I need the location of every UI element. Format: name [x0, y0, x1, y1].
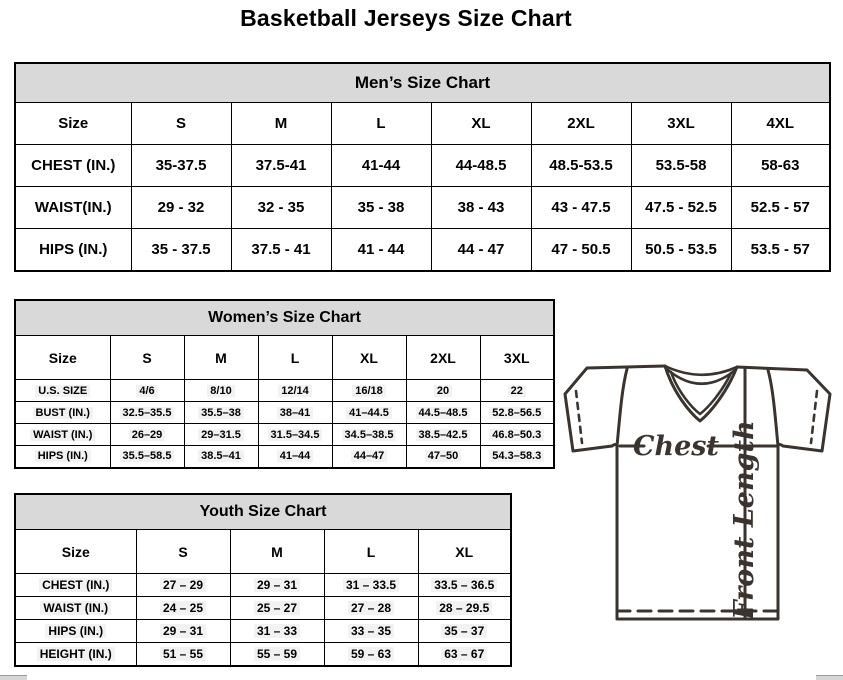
cell: 47 - 50.5 — [531, 229, 631, 271]
cell: 38–41 — [258, 402, 332, 424]
womens-us-size-row — [15, 380, 554, 402]
cell: 12/14 — [258, 380, 332, 402]
row-label: CHEST (IN.) — [15, 145, 131, 187]
cell: 59 – 63 — [324, 643, 418, 666]
cell: 32.5–35.5 — [110, 402, 184, 424]
cell: 35.5–58.5 — [110, 446, 184, 468]
womens-col-m: M — [184, 336, 258, 380]
mens-col-2xl: 2XL — [531, 103, 631, 145]
cell: 35 - 38 — [331, 187, 431, 229]
row-label: BUST (IN.) — [15, 402, 110, 424]
cell: 32 - 35 — [231, 187, 331, 229]
cell: 26–29 — [110, 424, 184, 446]
cell: 58-63 — [731, 145, 830, 187]
cell: 38.5–41 — [184, 446, 258, 468]
jersey-right-cuff-stitch — [811, 391, 817, 443]
horizontal-scrollbar-left-fragment[interactable] — [0, 675, 27, 680]
cell: 29 – 31 — [136, 620, 230, 643]
row-label: WAIST (IN.) — [15, 424, 110, 446]
cell: 20 — [406, 380, 480, 402]
row-label: HEIGHT (IN.) — [15, 643, 136, 666]
cell: 53.5-58 — [631, 145, 731, 187]
cell: 52.8–56.5 — [480, 402, 554, 424]
youth-table-title: Youth Size Chart — [15, 494, 511, 530]
cell: 43 - 47.5 — [531, 187, 631, 229]
cell: 24 – 25 — [136, 597, 230, 620]
cell: 16/18 — [332, 380, 406, 402]
cell: 33 – 35 — [324, 620, 418, 643]
womens-col-3xl: 3XL — [480, 336, 554, 380]
womens-col-2xl: 2XL — [406, 336, 480, 380]
womens-header-row — [15, 336, 554, 380]
cell: 4/6 — [110, 380, 184, 402]
cell: 50.5 - 53.5 — [631, 229, 731, 271]
mens-col-m: M — [231, 103, 331, 145]
mens-col-s: S — [131, 103, 231, 145]
mens-col-l: L — [331, 103, 431, 145]
cell: 41–44 — [258, 446, 332, 468]
cell: 29 - 32 — [131, 187, 231, 229]
cell: 34.5–38.5 — [332, 424, 406, 446]
horizontal-scrollbar-right-fragment[interactable] — [816, 675, 843, 680]
cell: 38.5–42.5 — [406, 424, 480, 446]
cell: 41-44 — [331, 145, 431, 187]
mens-waist-row — [15, 187, 830, 229]
jersey-left-cuff-stitch — [576, 391, 582, 443]
mens-col-3xl: 3XL — [631, 103, 731, 145]
youth-height-row — [15, 643, 511, 666]
cell: 44.5–48.5 — [406, 402, 480, 424]
womens-waist-row — [15, 424, 554, 446]
womens-table-title: Women’s Size Chart — [15, 300, 554, 336]
mens-header-row — [15, 103, 830, 145]
cell: 27 – 29 — [136, 574, 230, 597]
youth-header-row — [15, 530, 511, 574]
cell: 25 – 27 — [230, 597, 324, 620]
cell: 33.5 – 36.5 — [418, 574, 511, 597]
cell: 41–44.5 — [332, 402, 406, 424]
row-label: HIPS (IN.) — [15, 446, 110, 468]
mens-size-table — [14, 62, 831, 272]
youth-col-size: Size — [15, 530, 136, 574]
page-title: Basketball Jerseys Size Chart — [240, 5, 572, 31]
cell: 31 – 33.5 — [324, 574, 418, 597]
youth-col-xl: XL — [418, 530, 511, 574]
youth-chest-row — [15, 574, 511, 597]
front-length-label: Front Length — [729, 420, 760, 620]
jersey-left-seam — [617, 369, 627, 446]
mens-hips-row — [15, 229, 830, 271]
cell: 35-37.5 — [131, 145, 231, 187]
cell: 37.5 - 41 — [231, 229, 331, 271]
cell: 35 - 37.5 — [131, 229, 231, 271]
cell: 35.5–38 — [184, 402, 258, 424]
womens-size-table — [14, 299, 555, 469]
cell: 8/10 — [184, 380, 258, 402]
cell: 53.5 - 57 — [731, 229, 830, 271]
cell: 47.5 - 52.5 — [631, 187, 731, 229]
cell: 46.8–50.3 — [480, 424, 554, 446]
mens-col-size: Size — [15, 103, 131, 145]
mens-table-title: Men’s Size Chart — [15, 63, 830, 103]
cell: 48.5-53.5 — [531, 145, 631, 187]
mens-col-xl: XL — [431, 103, 531, 145]
row-label: U.S. SIZE — [15, 380, 110, 402]
womens-bust-row — [15, 402, 554, 424]
row-label: CHEST (IN.) — [15, 574, 136, 597]
cell: 54.3–58.3 — [480, 446, 554, 468]
cell: 37.5-41 — [231, 145, 331, 187]
womens-hips-row — [15, 446, 554, 468]
row-label: WAIST(IN.) — [15, 187, 131, 229]
row-label: HIPS (IN.) — [15, 229, 131, 271]
chest-label: Chest — [633, 431, 719, 462]
youth-col-s: S — [136, 530, 230, 574]
cell: 38 - 43 — [431, 187, 531, 229]
cell: 51 – 55 — [136, 643, 230, 666]
youth-waist-row — [15, 597, 511, 620]
youth-col-l: L — [324, 530, 418, 574]
cell: 22 — [480, 380, 554, 402]
row-label: WAIST (IN.) — [15, 597, 136, 620]
cell: 29 – 31 — [230, 574, 324, 597]
jersey-collar-back-top — [665, 366, 737, 375]
jersey-outline — [565, 366, 830, 619]
row-label: HIPS (IN.) — [15, 620, 136, 643]
cell: 44-48.5 — [431, 145, 531, 187]
mens-chest-row — [15, 145, 830, 187]
cell: 44–47 — [332, 446, 406, 468]
mens-col-4xl: 4XL — [731, 103, 830, 145]
cell: 47–50 — [406, 446, 480, 468]
youth-size-table — [14, 493, 512, 667]
jersey-measurement-diagram — [563, 358, 840, 628]
cell: 31 – 33 — [230, 620, 324, 643]
youth-col-m: M — [230, 530, 324, 574]
womens-col-xl: XL — [332, 336, 406, 380]
cell: 28 – 29.5 — [418, 597, 511, 620]
womens-col-l: L — [258, 336, 332, 380]
cell: 27 – 28 — [324, 597, 418, 620]
cell: 63 – 67 — [418, 643, 511, 666]
cell: 41 - 44 — [331, 229, 431, 271]
youth-hips-row — [15, 620, 511, 643]
womens-col-s: S — [110, 336, 184, 380]
cell: 44 - 47 — [431, 229, 531, 271]
cell: 35 – 37 — [418, 620, 511, 643]
cell: 52.5 - 57 — [731, 187, 830, 229]
jersey-right-seam — [768, 370, 778, 446]
womens-col-size: Size — [15, 336, 110, 380]
cell: 29–31.5 — [184, 424, 258, 446]
cell: 31.5–34.5 — [258, 424, 332, 446]
cell: 55 – 59 — [230, 643, 324, 666]
